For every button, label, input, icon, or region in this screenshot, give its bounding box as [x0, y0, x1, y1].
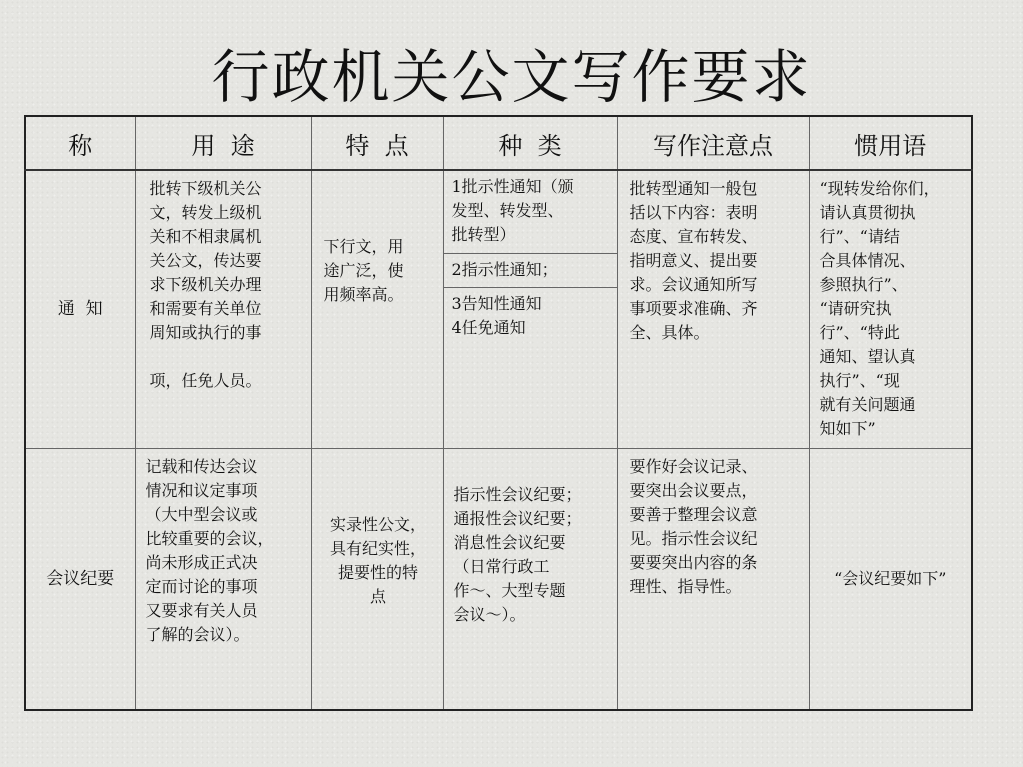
usage-text: 批转下级机关公 文，转发上级机 关和不相隶属机 关公文，传达要 求下级机关办理 和需要有关单位 周知或执行的事 项，任免人员。: [149, 179, 262, 390]
table-header-row: [25, 116, 972, 170]
header-phrases: 惯用语: [809, 116, 972, 170]
types-subtable: [444, 171, 617, 448]
header-features: 特 点: [311, 116, 443, 170]
type-item: [444, 171, 617, 253]
phrases-cell: [809, 170, 972, 448]
usage-cell: [135, 170, 311, 448]
type-item: [444, 253, 617, 287]
row-name: 会议纪要: [46, 568, 115, 589]
row-name: 通 知: [57, 299, 103, 320]
header-name: 称: [25, 116, 135, 170]
header-types: 种 类: [443, 116, 617, 170]
features-text: 下行文，用 途广泛，使 用频率高。: [323, 237, 404, 304]
types-text: 指示性会议纪要； 通报性会议纪要； 消息性会议纪要 （日常行政工 作～、大型专题 会议～）。: [453, 484, 582, 624]
type-item-text: 1批示性通知（颁 发型、转发型、 批转型）: [451, 177, 574, 244]
phrases-text: “现转发给你们， 请认真贯彻执 行”、“请结 合具体情况、 参照执行”、 “请研究执 行”、“特此 通知、望认真 执行”、“现 就有关问题通 知如下”: [819, 179, 940, 438]
type-item-text: 2指示性通知；: [451, 259, 558, 279]
features-cell: [311, 448, 443, 710]
writing-notes-text: 要作好会议记录、 要突出会议要点， 要善于整理会议意 见。指示性会议纪 要要突出内容的条 理性、指导性。: [629, 456, 758, 596]
usage-cell: [135, 448, 311, 710]
header-writing-notes: 写作注意点: [617, 116, 809, 170]
row-name-cell: [25, 448, 135, 710]
row-name-cell: [25, 170, 135, 448]
writing-notes-cell: [617, 170, 809, 448]
table-row: [25, 170, 972, 448]
page-title: 行政机关公文写作要求: [211, 43, 812, 111]
usage-text: 记载和传达会议 情况和议定事项 （大中型会议或 比较重要的会议， 尚未形成正式决 定而讨论的事项 又要求有关人员 了解的会议）。: [145, 456, 274, 644]
table-row: [25, 448, 972, 710]
types-cell: [443, 170, 617, 448]
requirements-table: [24, 115, 973, 711]
features-text: 实录性公文， 具有纪实性， 提要性的特 点: [329, 514, 426, 606]
phrases-text: “会议纪要如下”: [834, 568, 947, 588]
type-item: [444, 287, 617, 448]
writing-notes-text: 批转型通知一般包 括以下内容：表明 态度、宣布转发、 指明意义、提出要 求。会议通知所写 事项要求准确、齐 全、具体。: [629, 179, 758, 342]
writing-notes-cell: [617, 448, 809, 710]
type-item-text: 3告知性通知 4任免通知: [451, 293, 542, 337]
phrases-cell: [809, 448, 972, 710]
header-usage: 用 途: [135, 116, 311, 170]
types-cell: [443, 448, 617, 710]
features-cell: [311, 170, 443, 448]
